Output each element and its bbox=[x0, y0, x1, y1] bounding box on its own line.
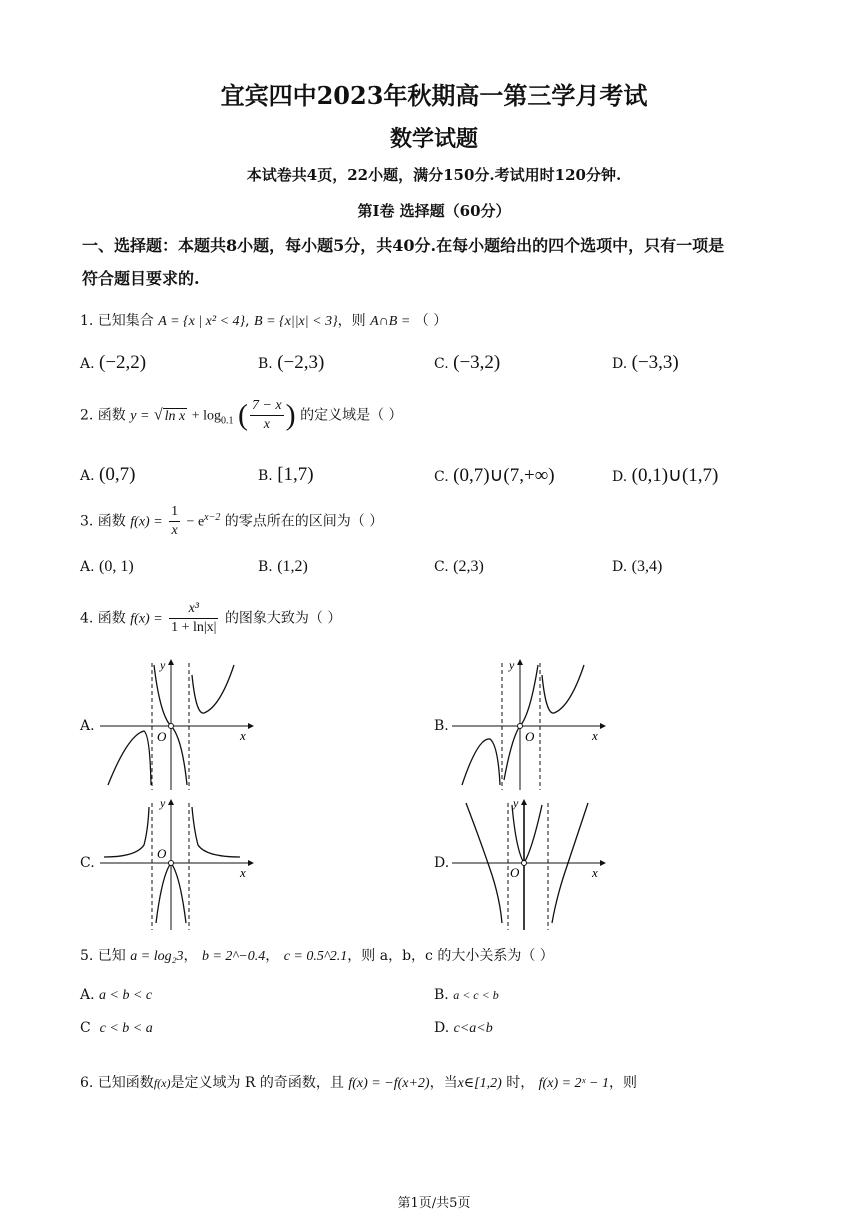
q3-option-d[interactable] bbox=[612, 558, 662, 576]
q4-graph-d[interactable] bbox=[452, 795, 612, 930]
option-value: (0, 1) bbox=[99, 558, 134, 575]
curve-middle-branch bbox=[512, 805, 542, 863]
option-value: (−2,2) bbox=[99, 352, 147, 373]
option-label: C. bbox=[434, 356, 449, 372]
q3-denominator: x bbox=[171, 523, 178, 538]
q1-set-b: B = {x||x| < 3} bbox=[254, 314, 338, 329]
q2-suffix: 的定义域是（ ） bbox=[300, 407, 403, 424]
origin-label: O bbox=[510, 865, 520, 880]
option-value: (−2,3) bbox=[277, 352, 325, 373]
q2-option-a[interactable] bbox=[80, 464, 135, 486]
q4-denominator: 1 + ln|x| bbox=[171, 620, 217, 635]
q1-sep: , bbox=[245, 313, 250, 329]
q4-option-d[interactable]: D. bbox=[434, 855, 450, 871]
option-value: a < b < c bbox=[99, 988, 153, 1003]
option-label: C bbox=[80, 1020, 91, 1036]
q1-option-b[interactable] bbox=[258, 352, 324, 374]
curve-right-branch bbox=[192, 665, 234, 713]
q1-option-c[interactable] bbox=[434, 352, 500, 374]
option-value: (−3,2) bbox=[453, 352, 501, 373]
left-paren-icon: ( bbox=[237, 398, 248, 432]
curve-left-branch bbox=[104, 807, 149, 857]
option-value: (0,7) bbox=[99, 464, 136, 485]
q3-option-b[interactable] bbox=[258, 558, 308, 576]
curve-right-branch bbox=[542, 665, 584, 713]
q1-blank: （ ） bbox=[414, 313, 448, 329]
origin-point bbox=[169, 861, 174, 866]
option-label: B. bbox=[434, 987, 449, 1003]
y-axis-label: y bbox=[160, 658, 166, 672]
q1-option-a[interactable] bbox=[80, 352, 146, 374]
q6-mid1: 是定义域为 R 的奇函数，且 bbox=[170, 1075, 344, 1091]
q5-option-d[interactable] bbox=[434, 1020, 493, 1037]
q6-f: f(x) bbox=[153, 1076, 171, 1090]
q2-sqrt-content: ln x bbox=[164, 408, 186, 424]
q4-fraction bbox=[169, 600, 218, 637]
option-label: D. bbox=[612, 356, 628, 372]
curve-left-branch bbox=[462, 739, 500, 785]
option-label: C. bbox=[434, 559, 449, 575]
option-value: (2,3) bbox=[453, 558, 484, 575]
q4-fx: f(x) = bbox=[130, 611, 163, 627]
q3-option-c[interactable] bbox=[434, 558, 484, 576]
q5-option-b[interactable] bbox=[434, 987, 499, 1003]
option-label: D. bbox=[612, 559, 628, 575]
q5-a: a = log₂3 bbox=[130, 949, 184, 964]
q5-option-c[interactable] bbox=[80, 1020, 153, 1037]
q3-option-a[interactable] bbox=[80, 558, 134, 576]
q2-y: y = bbox=[130, 408, 150, 424]
q1-set-a: A = {x | x² < 4} bbox=[158, 314, 246, 329]
x-axis-label: x bbox=[240, 865, 246, 880]
q1-expr: A∩B = bbox=[370, 314, 411, 329]
option-label: A. bbox=[80, 987, 95, 1003]
q5-suffix: ，则 a，b，c 的大小关系为（ ） bbox=[347, 948, 554, 964]
y-axis-arrow-icon bbox=[168, 659, 174, 665]
q4-option-a[interactable]: A. bbox=[80, 718, 95, 734]
x-axis-label: x bbox=[592, 728, 598, 743]
y-axis-arrow-icon bbox=[521, 799, 527, 805]
question-2 bbox=[80, 397, 403, 434]
q2-numerator: 7 − x bbox=[250, 397, 284, 416]
option-value: c<a<b bbox=[453, 1021, 493, 1036]
question-6 bbox=[80, 1072, 637, 1092]
q1-prefix: 1. 已知集合 bbox=[80, 313, 154, 329]
q3-exponent: x−2 bbox=[204, 511, 221, 523]
q4-graph-c[interactable] bbox=[100, 795, 260, 930]
q2-log-base: 0.1 bbox=[221, 415, 234, 427]
question-5: 5. 已知 a = log₂3， b = 2^−0.4， c = 0.5^2.1，则 a，b，c 的大小关系为（ ） bbox=[80, 948, 554, 964]
origin-label: O bbox=[525, 729, 535, 744]
q4-option-c[interactable]: C. bbox=[80, 855, 95, 871]
q3-prefix: 3. 函数 bbox=[80, 513, 126, 530]
option-value: (−3,3) bbox=[631, 352, 679, 373]
x-axis-arrow-icon bbox=[248, 860, 254, 866]
page-number: 第1页/共5页 bbox=[397, 1196, 471, 1211]
q2-denominator: x bbox=[263, 417, 270, 432]
option-label: C. bbox=[434, 469, 449, 485]
q4-option-b[interactable]: B. bbox=[434, 718, 449, 734]
q3-suffix: 的零点所在的区间为（ ） bbox=[224, 513, 384, 530]
q4-numerator: x³ bbox=[169, 600, 218, 619]
option-value: c < b < a bbox=[99, 1021, 153, 1036]
y-axis-label: y bbox=[160, 796, 166, 810]
origin-point bbox=[522, 861, 527, 866]
option-value: (1,2) bbox=[277, 558, 308, 575]
y-axis-arrow-icon bbox=[168, 799, 174, 805]
origin-point bbox=[518, 724, 523, 729]
y-axis-label: y bbox=[509, 658, 515, 672]
option-label: B. bbox=[258, 559, 273, 575]
question-3 bbox=[80, 503, 383, 540]
question-1 bbox=[80, 310, 447, 330]
q2-plus-log: + log bbox=[191, 408, 222, 424]
q2-option-c[interactable] bbox=[434, 464, 555, 487]
q6-prefix: 6. 已知函数 bbox=[80, 1075, 154, 1091]
q6-definition: f(x) = 2ˣ − 1 bbox=[538, 1076, 609, 1091]
q2-prefix: 2. 函数 bbox=[80, 407, 126, 424]
q4-prefix: 4. 函数 bbox=[80, 610, 126, 627]
curve-left-branch bbox=[108, 731, 151, 785]
option-value: (0,7)∪(7,+∞) bbox=[453, 465, 555, 486]
origin-label: O bbox=[157, 846, 167, 861]
q5-b: b = 2^−0.4 bbox=[201, 949, 266, 964]
option-value: a < c < b bbox=[453, 988, 499, 1002]
q3-numerator: 1 bbox=[169, 503, 180, 522]
q6-mid2: ，当 bbox=[429, 1075, 458, 1091]
option-value: [1,7) bbox=[277, 464, 314, 485]
y-axis-label: y bbox=[513, 796, 519, 810]
right-paren-icon: ) bbox=[285, 398, 296, 432]
q5-prefix: 5. 已知 bbox=[80, 948, 126, 964]
curve-middle-branch bbox=[504, 665, 538, 780]
option-label: A. bbox=[80, 468, 95, 484]
origin-point bbox=[169, 724, 174, 729]
q6-end: ，则 bbox=[608, 1075, 637, 1091]
q6-condition: f(x) = −f(x+2) bbox=[348, 1076, 430, 1091]
x-axis-arrow-icon bbox=[600, 723, 606, 729]
option-label: B. bbox=[258, 356, 273, 372]
subject-title: 数学试题 bbox=[389, 126, 478, 152]
question-4 bbox=[80, 600, 341, 637]
x-axis-arrow-icon bbox=[248, 723, 254, 729]
q3-fraction bbox=[169, 503, 180, 540]
q6-range: x∈[1,2) bbox=[457, 1076, 502, 1091]
section1-line2: 符合题目要求的. bbox=[82, 269, 200, 288]
exam-info: 本试卷共4页，22小题，满分150分.考试用时120分钟. bbox=[246, 166, 622, 184]
q5-option-a[interactable] bbox=[80, 987, 152, 1004]
option-value: (0,1)∪(1,7) bbox=[631, 465, 719, 486]
q4-suffix: 的图象大致为（ ） bbox=[224, 610, 342, 627]
q6-mid3: 时， bbox=[506, 1075, 535, 1091]
part-title: 第I卷 选择题（60分） bbox=[357, 202, 511, 220]
option-label: D. bbox=[612, 469, 628, 485]
q2-option-b[interactable] bbox=[258, 464, 314, 486]
option-value: (3,4) bbox=[631, 558, 663, 575]
q5-c: c = 0.5^2.1 bbox=[283, 949, 348, 964]
exam-title: 宜宾四中2023年秋期高一第三学月考试 bbox=[220, 81, 648, 110]
q2-option-d[interactable] bbox=[612, 464, 718, 487]
y-axis-arrow-icon bbox=[517, 659, 523, 665]
x-axis-arrow-icon bbox=[600, 860, 606, 866]
sqrt-sign-icon: √ bbox=[153, 406, 163, 424]
option-label: B. bbox=[258, 468, 273, 484]
origin-label: O bbox=[157, 729, 167, 744]
option-label: A. bbox=[80, 356, 95, 372]
curve-right-branch bbox=[192, 807, 240, 857]
x-axis-label: x bbox=[240, 728, 246, 743]
option-label: D. bbox=[434, 1020, 450, 1036]
q3-minus-e: − e bbox=[186, 514, 205, 530]
q2-fraction bbox=[250, 397, 284, 434]
section1-line1: 一、选择题：本题共8小题，每小题5分，共40分.在每小题给出的四个选项中，只有一项是 bbox=[82, 236, 725, 255]
x-axis-label: x bbox=[592, 865, 598, 880]
q1-option-d[interactable] bbox=[612, 352, 679, 374]
q4-graph-a[interactable] bbox=[100, 655, 260, 790]
q3-fx: f(x) = bbox=[130, 514, 163, 530]
q1-mid: ，则 bbox=[337, 313, 366, 329]
q4-graph-b[interactable] bbox=[452, 655, 612, 790]
option-label: A. bbox=[80, 559, 95, 575]
